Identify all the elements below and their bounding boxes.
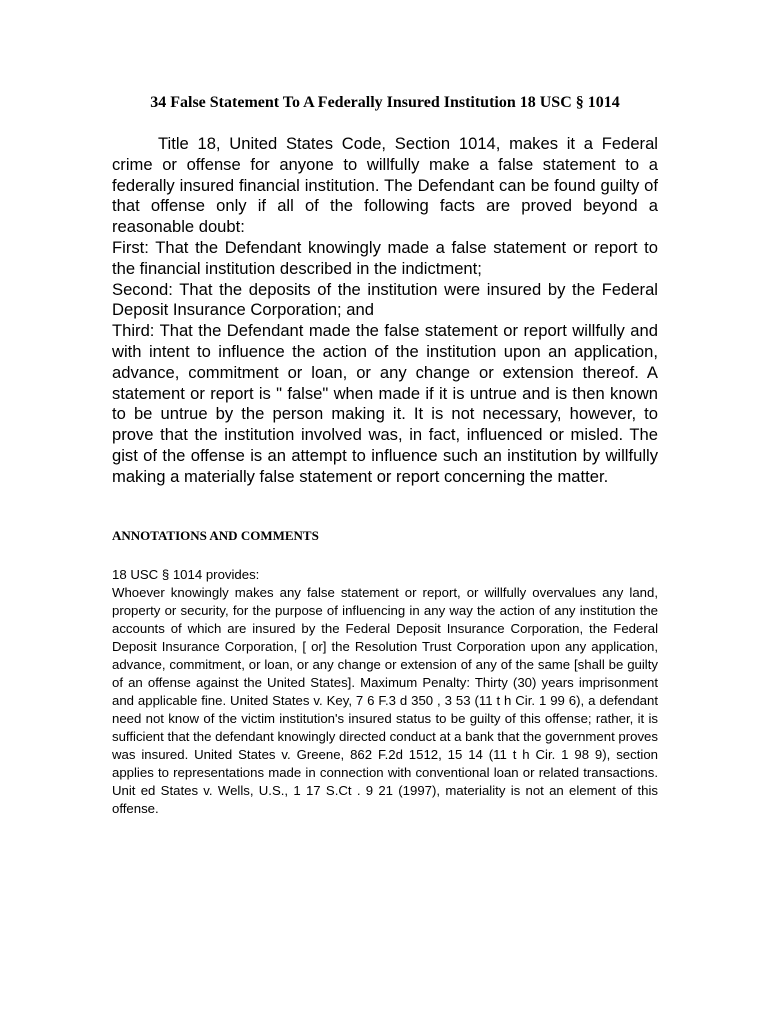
annotations-section <box>112 566 658 818</box>
element-first: First: That the Defendant knowingly made a false statement or report to the financial institution described in the indictment; <box>112 237 658 278</box>
instruction-body <box>112 134 658 488</box>
intro-paragraph: Title 18, United States Code, Section 1014, makes it a Federal crime or offense for anyone to willfully make a false statement to a federally insured financial institution. The Defendant can be found guilty of that offense only if all of the following facts are proved beyond a reasonable doubt: <box>112 134 658 237</box>
document-title: 34 False Statement To A Federally Insured Institution 18 USC § 1014 <box>150 94 620 111</box>
element-second: Second: That the deposits of the institution were insured by the Federal Deposit Insurance Corporation; and <box>112 279 658 320</box>
element-third: Third: That the Defendant made the false statement or report willfully and with intent to influence the action of the institution upon an application, advance, commitment or loan, or any change or extension thereof. A statement or report is " false" when made if it is untrue and is then known to be untrue by the person making it. It is not necessary, however, to prove that the institution involved was, in fact, influenced or misled. The gist of the offense is an attempt to influence such an institution by willfully making a materially false statement or report concerning the matter. <box>112 321 658 486</box>
annotations-heading: ANNOTATIONS AND COMMENTS <box>112 528 319 543</box>
annotations-body: Whoever knowingly makes any false statement or report, or willfully overvalues any land, property or security, for the purpose of influencing in any way the action of any institution the accounts of which are insured by the Federal Deposit Insurance Corporation, the Federal Deposit Insurance Corporation, [ or] the Resolution Trust Corporation upon any application, advance, commitment, or loan, or any change or extension of any of the same [shall be guilty of an offense against the United States]. Maximum Penalty: Thirty (30) years imprisonment and applicable fine. United States v. Key, 7 6 F.3 d 350 , 3 53 (11 t h Cir. 1 99 6), a defendant need not know of the victim institution's insured status to be guilty of this offense; rather, it is sufficient that the defendant knowingly directed conduct at a bank that the government proves was insured. United States v. Greene, 862 F.2d 1512, 15 14 (11 t h Cir. 1 98 9), section applies to representations made in connection with conventional loan or related transactions. Unit ed States v. Wells, U.S., 1 17 S.Ct . 9 21 (1997), materiality is not an element of this offense. <box>112 585 658 816</box>
annotations-intro: 18 USC § 1014 provides: <box>112 567 260 582</box>
